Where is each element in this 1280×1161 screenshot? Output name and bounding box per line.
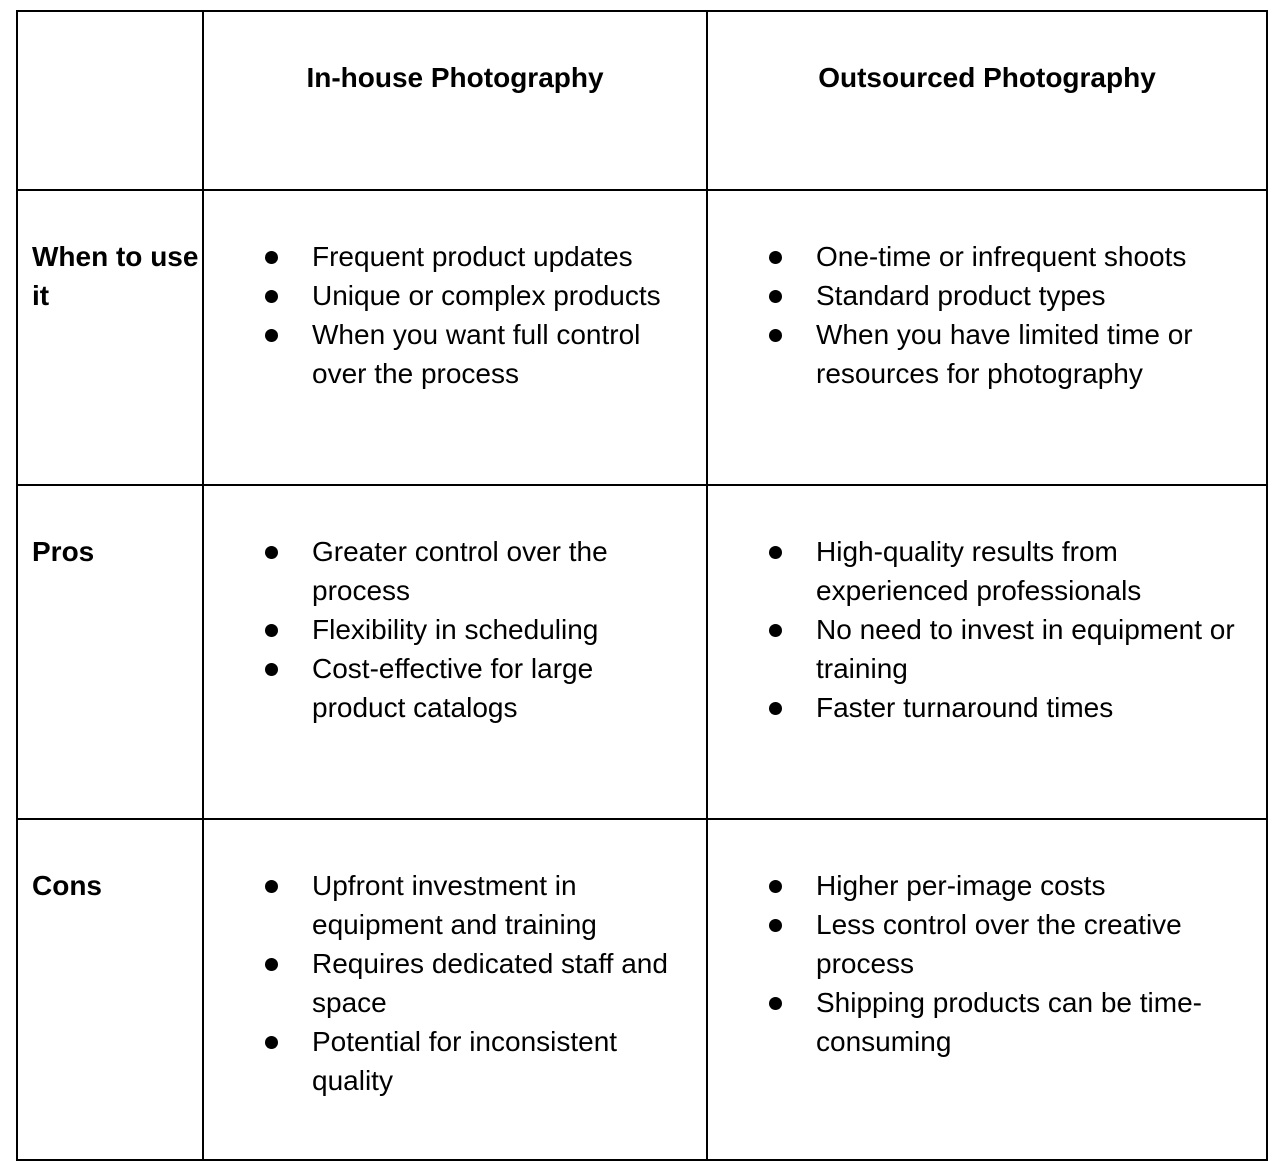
bullet-icon xyxy=(769,880,782,893)
list-item xyxy=(708,610,1254,688)
bullet-icon xyxy=(769,624,782,637)
list-item-text: When you want full control over the process xyxy=(312,319,641,389)
list-item-text: When you have limited time or resources for photography xyxy=(816,319,1193,389)
cell-inhouse-cons xyxy=(203,819,707,1160)
bullet-icon xyxy=(265,329,278,342)
comparison-table xyxy=(16,10,1268,1161)
list-item xyxy=(708,688,1254,727)
cell-outsourced-cons xyxy=(707,819,1267,1160)
list-item-text: No need to invest in equipment or training xyxy=(816,614,1235,684)
bullet-icon xyxy=(265,958,278,971)
corner-cell xyxy=(17,11,203,190)
list-item xyxy=(204,237,694,276)
bullet-list xyxy=(708,866,1254,1061)
list-item-text: Standard product types xyxy=(816,280,1106,311)
list-item xyxy=(204,610,694,649)
list-item xyxy=(708,315,1254,393)
cell-outsourced-pros xyxy=(707,485,1267,819)
cell-outsourced-when xyxy=(707,190,1267,485)
list-item xyxy=(708,905,1254,983)
list-item xyxy=(708,276,1254,315)
bullet-icon xyxy=(265,663,278,676)
bullet-list xyxy=(708,237,1254,393)
list-item xyxy=(204,276,694,315)
row-label-pros: Pros xyxy=(17,485,203,819)
list-item-text: Less control over the creative process xyxy=(816,909,1182,979)
list-item xyxy=(204,532,694,610)
bullet-icon xyxy=(265,251,278,264)
list-item-text: One-time or infrequent shoots xyxy=(816,241,1187,272)
list-item-text: Frequent product updates xyxy=(312,241,633,272)
bullet-icon xyxy=(769,702,782,715)
bullet-list xyxy=(204,532,694,727)
list-item-text: Requires dedicated staff and space xyxy=(312,948,668,1018)
cell-inhouse-when xyxy=(203,190,707,485)
bullet-icon xyxy=(265,1036,278,1049)
table-row xyxy=(17,485,1267,819)
bullet-icon xyxy=(769,919,782,932)
bullet-icon xyxy=(769,997,782,1010)
list-item-text: Potential for inconsistent quality xyxy=(312,1026,618,1096)
bullet-icon xyxy=(769,251,782,264)
list-item-text: Higher per-image costs xyxy=(816,870,1106,901)
bullet-icon xyxy=(769,290,782,303)
list-item xyxy=(708,866,1254,905)
list-item-text: Faster turnaround times xyxy=(816,692,1114,723)
list-item-text: Shipping products can be time-consuming xyxy=(816,987,1202,1057)
bullet-icon xyxy=(265,546,278,559)
list-item-text: Unique or complex products xyxy=(312,280,661,311)
table-header-row xyxy=(17,11,1267,190)
table-row xyxy=(17,819,1267,1160)
column-header-inhouse: In-house Photography xyxy=(203,11,707,190)
list-item xyxy=(204,1022,694,1100)
bullet-icon xyxy=(265,624,278,637)
list-item-text: Flexibility in scheduling xyxy=(312,614,599,645)
list-item xyxy=(708,983,1254,1061)
bullet-list xyxy=(204,866,694,1100)
list-item-text: Greater control over the process xyxy=(312,536,608,606)
list-item xyxy=(204,866,694,944)
bullet-icon xyxy=(265,290,278,303)
bullet-list xyxy=(708,532,1254,727)
list-item xyxy=(708,237,1254,276)
list-item xyxy=(708,532,1254,610)
cell-inhouse-pros xyxy=(203,485,707,819)
list-item xyxy=(204,649,694,727)
list-item xyxy=(204,944,694,1022)
bullet-icon xyxy=(769,546,782,559)
list-item-text: Cost-effective for large product catalogs xyxy=(312,653,594,723)
row-label-cons: Cons xyxy=(17,819,203,1160)
column-header-outsourced: Outsourced Photography xyxy=(707,11,1267,190)
list-item-text: High-quality results from experienced professionals xyxy=(816,536,1142,606)
bullet-icon xyxy=(769,329,782,342)
list-item xyxy=(204,315,694,393)
row-label-when-to-use: When to use it xyxy=(17,190,203,485)
table-row xyxy=(17,190,1267,485)
list-item-text: Upfront investment in equipment and training xyxy=(312,870,597,940)
bullet-icon xyxy=(265,880,278,893)
bullet-list xyxy=(204,237,694,393)
